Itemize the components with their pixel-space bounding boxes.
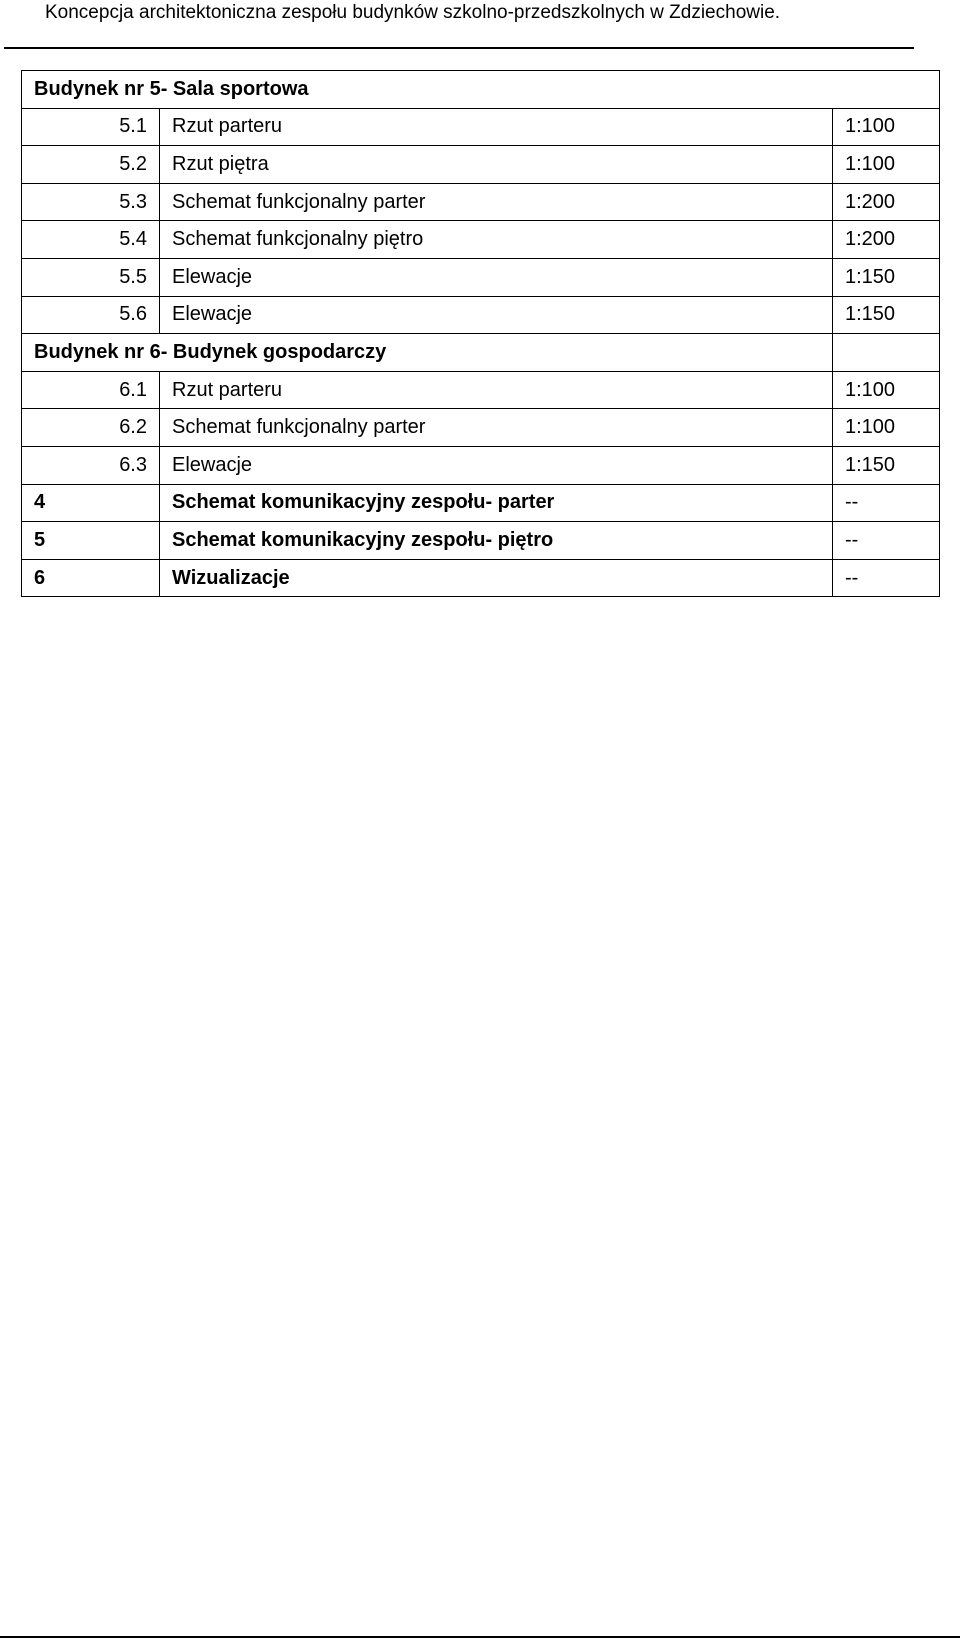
drawing-title: Rzut parteru [160, 371, 833, 409]
item-number: 5 [22, 522, 160, 560]
table-row [22, 371, 940, 409]
table-row [22, 484, 940, 522]
table-row [22, 296, 940, 334]
section-heading: Budynek nr 5- Sala sportowa [22, 71, 940, 109]
section-row-building-6 [22, 334, 940, 372]
drawing-scale: 1:150 [833, 258, 940, 296]
item-title: Schemat komunikacyjny zespołu- piętro [160, 522, 833, 560]
table-row [22, 183, 940, 221]
drawing-title: Schemat funkcjonalny piętro [160, 221, 833, 259]
item-number: 4 [22, 484, 160, 522]
drawing-number: 5.3 [22, 183, 160, 221]
drawing-title: Elewacje [160, 258, 833, 296]
table-row [22, 522, 940, 560]
drawing-scale: 1:150 [833, 296, 940, 334]
drawing-number: 6.1 [22, 371, 160, 409]
drawing-number: 5.6 [22, 296, 160, 334]
drawing-title: Rzut parteru [160, 108, 833, 146]
drawing-number: 6.2 [22, 409, 160, 447]
drawing-number: 6.3 [22, 446, 160, 484]
table-row [22, 446, 940, 484]
footer-divider [0, 1636, 960, 1638]
drawing-title: Elewacje [160, 296, 833, 334]
drawings-list-table [21, 70, 940, 597]
drawing-number: 5.1 [22, 108, 160, 146]
drawing-scale: 1:150 [833, 446, 940, 484]
item-number: 6 [22, 559, 160, 597]
item-scale: -- [833, 484, 940, 522]
table-row [22, 108, 940, 146]
empty-cell [833, 334, 940, 372]
drawing-scale: 1:100 [833, 409, 940, 447]
drawing-title: Elewacje [160, 446, 833, 484]
drawing-scale: 1:100 [833, 371, 940, 409]
item-scale: -- [833, 522, 940, 560]
drawing-title: Schemat funkcjonalny parter [160, 409, 833, 447]
drawing-number: 5.2 [22, 146, 160, 184]
table-row [22, 221, 940, 259]
page-header-title: Koncepcja architektoniczna zespołu budynków szkolno-przedszkolnych w Zdziechowie. [45, 2, 781, 23]
item-title: Schemat komunikacyjny zespołu- parter [160, 484, 833, 522]
drawing-title: Rzut piętra [160, 146, 833, 184]
section-row-building-5 [22, 71, 940, 109]
drawing-scale: 1:100 [833, 146, 940, 184]
table-row [22, 559, 940, 597]
item-scale: -- [833, 559, 940, 597]
section-heading: Budynek nr 6- Budynek gospodarczy [22, 334, 833, 372]
item-title: Wizualizacje [160, 559, 833, 597]
table-row [22, 146, 940, 184]
drawing-number: 5.5 [22, 258, 160, 296]
drawing-scale: 1:200 [833, 221, 940, 259]
table-row [22, 409, 940, 447]
drawing-title: Schemat funkcjonalny parter [160, 183, 833, 221]
header-divider [4, 47, 914, 49]
drawing-scale: 1:200 [833, 183, 940, 221]
drawing-number: 5.4 [22, 221, 160, 259]
drawing-scale: 1:100 [833, 108, 940, 146]
table-row [22, 258, 940, 296]
